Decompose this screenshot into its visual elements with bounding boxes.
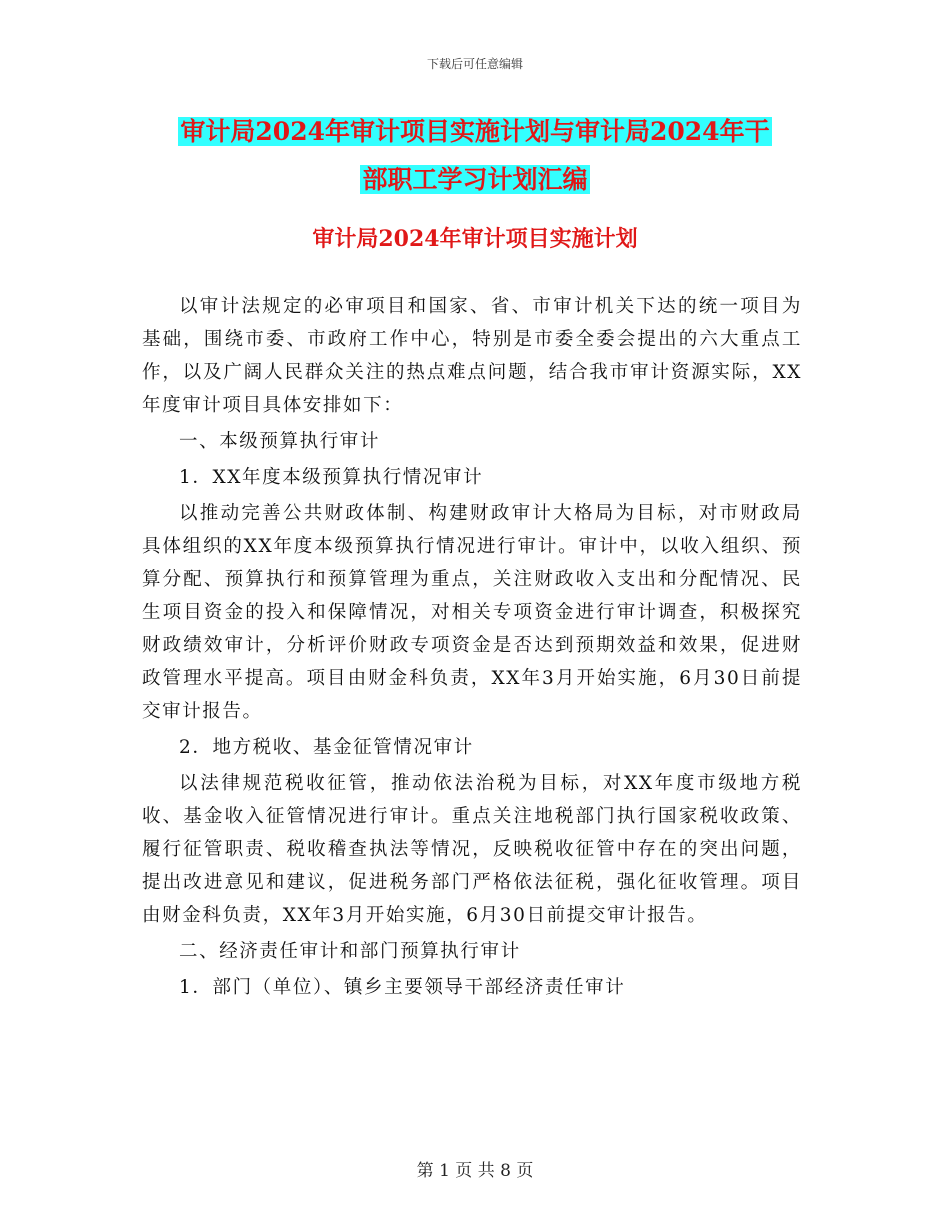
paragraph-budget-execution: 以推动完善公共财政体制、构建财政审计大格局为目标，对市财政局具体组织的XX年度本级预算执行情况进行审计。审计中，以收入组织、预算分配、预算执行和预算管理为重点，关注财政收入支出和分配情况、民生项目资金的投入和保障情况，对相关专项资金进行审计调查，积极探究财政绩效审计，分析评价财政专项资金是否达到预期效益和效果，促进财政管理水平提高。项目由财金科负责，XX年3月开始实施，6月30日前提交审计报告。 xyxy=(142,503,802,722)
page-number: 第 1 页 共 8 页 xyxy=(416,1161,534,1181)
paragraph-tax-collection: 以法律规范税收征管，推动依法治税为目标，对XX年度市级地方税收、基金收入征管情况进行审计。重点关注地税部门执行国家税收政策、履行征管职责、税收稽查执法等情况，反映税收征管中存在的突出问题，提出改进意见和建议，促进税务部门严格依法征税，强化征收管理。项目由财金科负责，XX年3月开始实施，6月30日前提交审计报告。 xyxy=(142,773,802,926)
document-title-line-1: 审计局2024年审计项目实施计划与审计局2024年干 xyxy=(180,117,770,146)
document-title xyxy=(140,108,810,204)
document-title-line-2: 部职工学习计划汇编 xyxy=(362,165,588,194)
heading-budget-execution-audit: 一、本级预算执行审计 xyxy=(179,431,381,452)
paragraph-intro: 以审计法规定的必审项目和国家、省、市审计机关下达的统一项目为基础，围绕市委、市政府工作中心，特别是市委全委会提出的六大重点工作，以及广阔人民群众关注的热点难点问题，结合我市审计资源实际，XX年度审计项目具体安排如下： xyxy=(142,296,802,416)
section-title: 审计局2024年审计项目实施计划 xyxy=(312,226,638,252)
subheading-budget-execution: 1．XX年度本级预算执行情况审计 xyxy=(179,467,484,488)
header-note: 下载后可任意编辑 xyxy=(426,57,523,71)
subheading-tax-collection: 2．地方税收、基金征管情况审计 xyxy=(179,737,474,758)
subheading-leader-audit: 1．部门（单位）、镇乡主要领导干部经济责任审计 xyxy=(179,977,626,998)
document-body xyxy=(142,290,802,1007)
heading-economic-responsibility-audit: 二、经济责任审计和部门预算执行审计 xyxy=(179,941,521,962)
